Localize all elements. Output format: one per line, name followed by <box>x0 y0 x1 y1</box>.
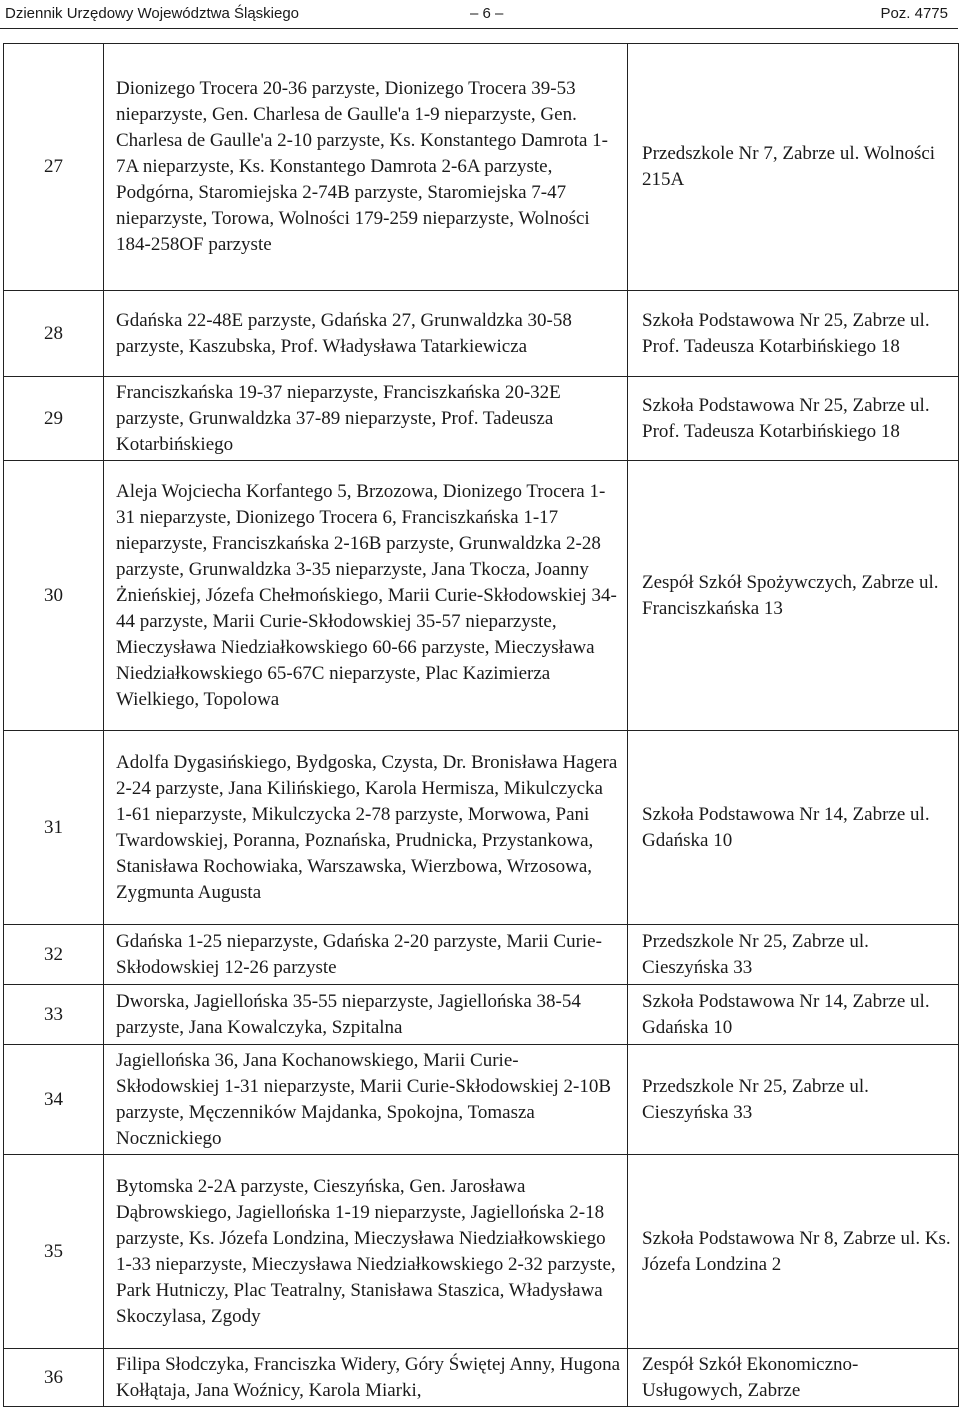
district-number: 34 <box>4 1045 104 1155</box>
district-area: Adolfa Dygasińskiego, Bydgoska, Czysta, Dr. Bronisława Hagera 2-24 parzyste, Jana Kilińskiego, Karola Hermisza, Mikulczycka 1-61 nieparzyste, Mikulczycka 2-78 parzyste, Morwowa, Pani Twardowskiej, Poranna, Poznańska, Prudnicka, Przystankowa, Stanisława Rochowiaka, Warszawska, Wierzbowa, Wrzosowa, Zygmunta Augusta <box>104 731 628 925</box>
polling-station: Szkoła Podstawowa Nr 25, Zabrze ul. Prof. Tadeusza Kotarbińskiego 18 <box>628 377 959 461</box>
district-area: Dworska, Jagiellońska 35-55 nieparzyste, Jagiellońska 38-54 parzyste, Jana Kowalczyka, Szpitalna <box>104 985 628 1045</box>
table-row <box>4 44 959 291</box>
polling-station: Przedszkole Nr 25, Zabrze ul. Cieszyńska 33 <box>628 1045 959 1155</box>
district-number: 29 <box>4 377 104 461</box>
table-row <box>4 731 959 925</box>
district-area: Bytomska 2-2A parzyste, Cieszyńska, Gen. Jarosława Dąbrowskiego, Jagiellońska 1-19 nieparzyste, Jagiellońska 2-18 parzyste, Ks. Józefa Londzina, Mieczysława Niedziałkowskiego 1-33 nieparzyste, Mieczysława Niedziałkowskiego 2-32 parzyste, Park Hutniczy, Plac Teatralny, Stanisława Staszica, Władysława Skoczylasa, Zgody <box>104 1155 628 1349</box>
page-number: – 6 – <box>470 5 504 22</box>
district-number: 33 <box>4 985 104 1045</box>
page-header <box>0 0 960 28</box>
district-number: 36 <box>4 1349 104 1407</box>
district-area: Aleja Wojciecha Korfantego 5, Brzozowa, Dionizego Trocera 1-31 nieparzyste, Dionizego Trocera 6, Franciszkańska 1-17 nieparzyste, Franciszkańska 2-16B parzyste, Grunwaldzka 2-28 parzyste, Grunwaldzka 3-35 nieparzyste, Jana Tkocza, Joanny Żnieńskiej, Józefa Chełmońskiego, Marii Curie-Skłodowskiej 34-44 parzyste, Marii Curie-Skłodowskiej 35-57 nieparzyste, Mieczysława Niedziałkowskiego 60-66 parzyste, Mieczysława Niedziałkowskiego 65-67C nieparzyste, Plac Kazimierza Wielkiego, Topolowa <box>104 461 628 731</box>
table-row <box>4 461 959 731</box>
district-number: 31 <box>4 731 104 925</box>
table-row <box>4 985 959 1045</box>
table-row <box>4 925 959 985</box>
table-row <box>4 291 959 377</box>
district-area: Franciszkańska 19-37 nieparzyste, Franciszkańska 20-32E parzyste, Grunwaldzka 37-89 nieparzyste, Prof. Tadeusza Kotarbińskiego <box>104 377 628 461</box>
polling-station: Szkoła Podstawowa Nr 14, Zabrze ul. Gdańska 10 <box>628 985 959 1045</box>
polling-station: Zespół Szkół Ekonomiczno-Usługowych, Zabrze <box>628 1349 959 1407</box>
table-row <box>4 1349 959 1407</box>
district-number: 28 <box>4 291 104 377</box>
district-table <box>3 43 959 1407</box>
district-number: 27 <box>4 44 104 291</box>
district-number: 30 <box>4 461 104 731</box>
polling-station: Zespół Szkół Spożywczych, Zabrze ul. Franciszkańska 13 <box>628 461 959 731</box>
journal-title: Dziennik Urzędowy Województwa Śląskiego <box>5 5 300 22</box>
table-row <box>4 1155 959 1349</box>
polling-station: Szkoła Podstawowa Nr 14, Zabrze ul. Gdańska 10 <box>628 731 959 925</box>
district-number: 35 <box>4 1155 104 1349</box>
district-area: Filipa Słodczyka, Franciszka Widery, Góry Świętej Anny, Hugona Kołłątaja, Jana Woźnicy, Karola Miarki, <box>104 1349 628 1407</box>
polling-station: Szkoła Podstawowa Nr 8, Zabrze ul. Ks. Józefa Londzina 2 <box>628 1155 959 1349</box>
polling-station: Przedszkole Nr 25, Zabrze ul. Cieszyńska 33 <box>628 925 959 985</box>
district-area: Jagiellońska 36, Jana Kochanowskiego, Marii Curie-Skłodowskiej 1-31 nieparzyste, Marii Curie-Skłodowskiej 2-10B parzyste, Męczenników Majdanka, Spokojna, Tomasza Nocznickiego <box>104 1045 628 1155</box>
polling-station: Szkoła Podstawowa Nr 25, Zabrze ul. Prof. Tadeusza Kotarbińskiego 18 <box>628 291 959 377</box>
district-area: Gdańska 1-25 nieparzyste, Gdańska 2-20 parzyste, Marii Curie-Skłodowskiej 12-26 parzyste <box>104 925 628 985</box>
district-number: 32 <box>4 925 104 985</box>
polling-station: Przedszkole Nr 7, Zabrze ul. Wolności 215A <box>628 44 959 291</box>
position-number: Poz. 4775 <box>880 5 948 22</box>
district-area: Gdańska 22-48E parzyste, Gdańska 27, Grunwaldzka 30-58 parzyste, Kaszubska, Prof. Władysława Tatarkiewicza <box>104 291 628 377</box>
table-row <box>4 1045 959 1155</box>
table-row <box>4 377 959 461</box>
header-rule <box>0 28 958 29</box>
district-area: Dionizego Trocera 20-36 parzyste, Dionizego Trocera 39-53 nieparzyste, Gen. Charlesa de Gaulle'a 1-9 nieparzyste, Gen. Charlesa de Gaulle'a 2-10 parzyste, Ks. Konstantego Damrota 1-7A nieparzyste, Ks. Konstantego Damrota 2-6A parzyste, Podgórna, Staromiejska 2-74B parzyste, Staromiejska 7-47 nieparzyste, Torowa, Wolności 179-259 nieparzyste, Wolności 184-258OF parzyste <box>104 44 628 291</box>
